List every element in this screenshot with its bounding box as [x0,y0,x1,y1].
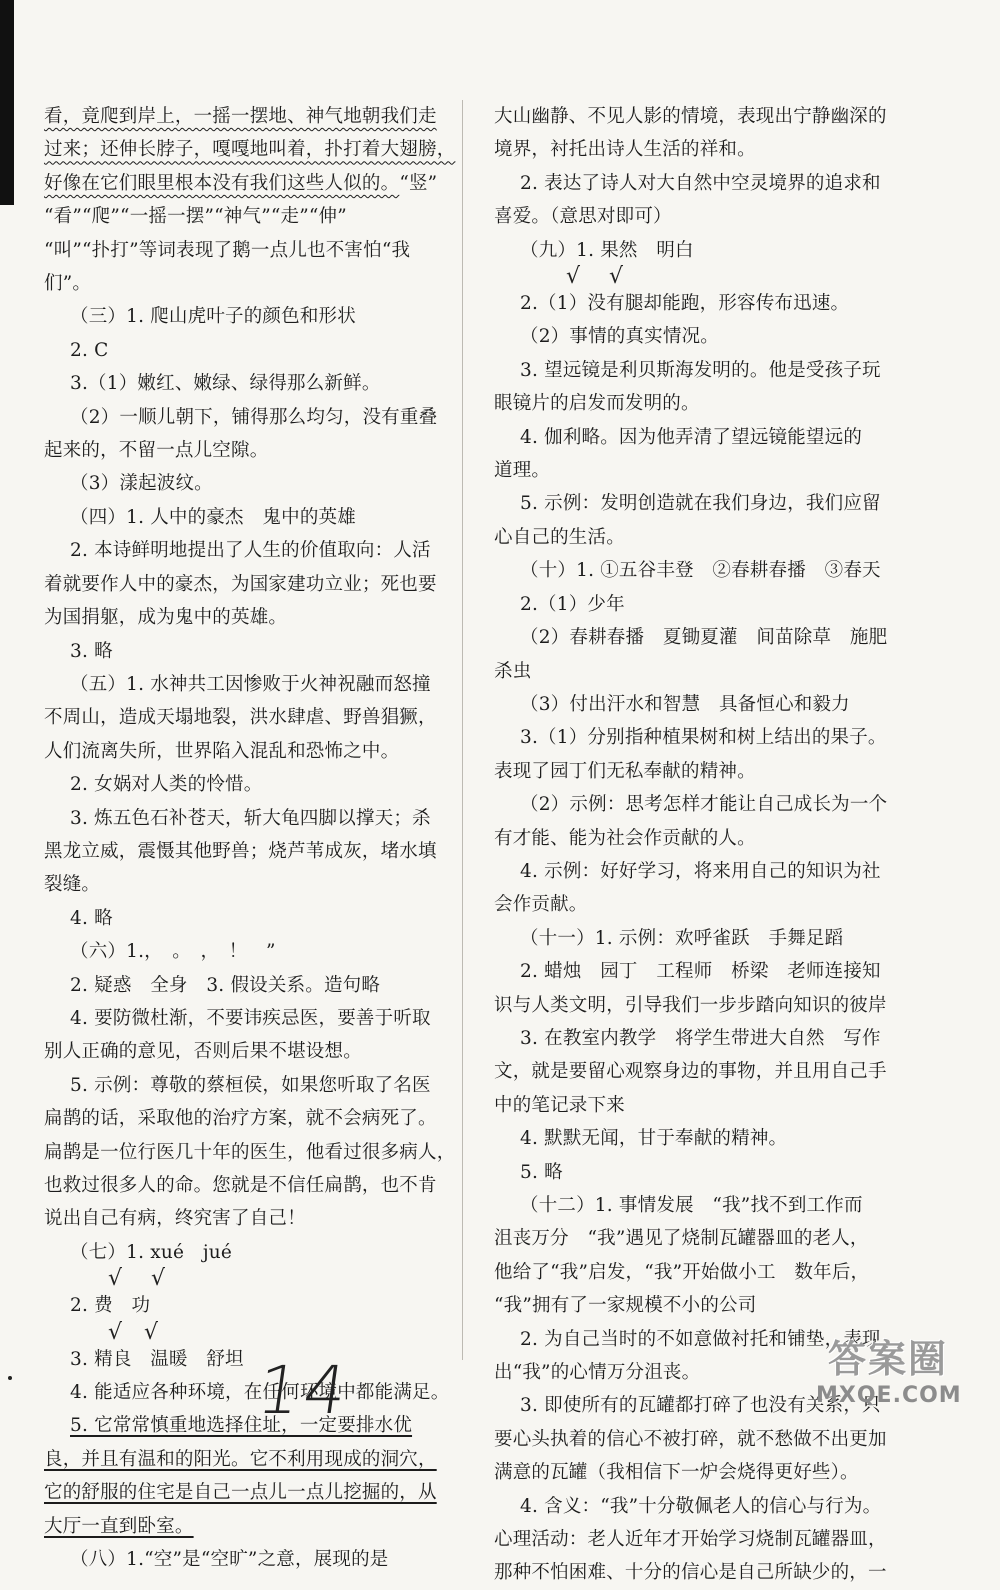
section-5-heading: （五）1. 水神共工因惨败于火神祝融而怒撞 [70,673,431,695]
answer-line: 扁鹊的话，采取他的治疗方案，就不会病死了。 [44,1108,437,1130]
answer-line: 3. 略 [70,640,113,662]
answer-line: 识与人类文明，引导我们一步步踏向知识的彼岸 [494,994,887,1016]
answer-line: 看，竟爬到岸上，一摇一摆地、神气地朝我们走 [44,106,437,127]
answer-line: 们”。 [44,273,92,295]
answer-line: 5. 它常常慎重地选择住址，一定要排水优 [70,1415,413,1437]
answer-line: 2. 表达了诗人对大自然中空灵境界的追求和 [520,172,881,194]
watermark-logo [816,1336,986,1420]
answer-line: 4. 伽利略。因为他弄清了望远镜能望远的 [520,426,863,448]
section-7-heading: （七）1. xué jué [70,1241,233,1263]
answer-line: 人们流离失所，世界陷入混乱和恐怖之中。 [44,740,400,762]
answer-line: 扁鹊是一位行医几十年的医生，他看过很多病人， [44,1141,456,1163]
answer-line: 5. 示例：发明创造就在我们身边，我们应留 [520,493,881,515]
answer-line: 那种不怕困难、十分的信心是自己所缺少的，一 [494,1562,887,1584]
answer-line: 要心头执着的信心不被打碎，就不愁做不出更加 [494,1428,887,1450]
answer-line: 文，就是要留心观察身边的事物，并且用自己手 [494,1061,887,1083]
answer-line: 3. 在教室内教学 将学生带进大自然 写作 [520,1027,881,1049]
answer-line: 2. 为自己当时的不如意做衬托和铺垫，表现 [520,1328,881,1350]
answer-line: 4. 要防微杜渐，不要讳疾忌医，要善于听取 [70,1007,431,1029]
answer-line: 喜爱。（意思对即可） [494,206,672,228]
answer-line: 满意的瓦罐（我相信下一炉会烧得更好些）。 [494,1462,859,1484]
answer-line: 境界，衬托出诗人生活的祥和。 [494,139,756,161]
answer-line: 杀虫 [494,660,532,682]
answer-line: 会作贡献。 [494,894,588,916]
answer-line: 别人正确的意见，否则后果不堪设想。 [44,1041,362,1063]
watermark-title: 答案圈 [828,1337,949,1381]
watermark-url: MXQE.COM [816,1383,962,1408]
binding-edge [0,0,14,205]
answer-line: 大山幽静、不见人影的情境，表现出宁静幽深的 [494,106,887,127]
answer-line: 裂缝。 [44,874,101,896]
answer-line: （3）漾起波纹。 [70,473,213,495]
answer-line: 4. 能适应各种环境，在任何环境中都能满足。 [70,1382,450,1404]
answer-line: 道理。 [494,460,551,482]
answer-line: 3.（1）分别指种植果树和树上结出的果子。 [520,727,887,749]
answer-line: 表现了园丁们无私奉献的精神。 [494,760,756,782]
answer-line: “叫”“扑打”等词表现了鹅一点儿也不害怕“我 [44,239,411,261]
answer-line: （2）春耕春播 夏锄夏灌 间苗除草 施肥 [520,627,888,649]
section-4-heading: （四）1. 人中的豪杰 鬼中的英雄 [70,506,356,528]
answer-line: 心自己的生活。 [494,526,625,548]
answer-line: 说出自己有病，终究害了自己！ [44,1208,306,1230]
answer-line: 不周山，造成天塌地裂，洪水肆虐、野兽猖獗， [44,707,437,729]
answer-line: （2）事情的真实情况。 [520,326,719,348]
section-9-heading: （九）1. 果然 明白 [520,239,694,261]
answer-line: “看”“爬”“一摇一摆”“神气”“走”“伸” [44,206,347,228]
answer-line: 3. 精良 温暖 舒坦 [70,1348,244,1370]
answer-line: 良，并且有温和的阳光。它不利用现成的洞穴， [44,1448,437,1470]
answer-line: 2.（1）少年 [520,593,625,615]
answer-line: 2. 女娲对人类的怜惜。 [70,774,263,796]
answer-line: 3. 望远镜是利贝斯海发明的。他是受孩子玩 [520,359,881,381]
answer-line: 2. 本诗鲜明地提出了人生的价值取向：人活 [70,540,431,562]
answer-line: 有才能、能为社会作贡献的人。 [494,827,756,849]
answer-line: （3）付出汗水和智慧 具备恒心和毅力 [520,693,850,715]
answer-line: 好像在它们眼里根本没有我们这些人似的。 [44,172,400,194]
section-11-heading: （十一）1. 示例：欢呼雀跃 手舞足蹈 [520,927,844,949]
answer-line: 沮丧万分 “我”遇见了烧制瓦罐器皿的老人， [494,1228,869,1250]
answer-line: 2. 疑惑 全身 3. 假设关系。造句略 [70,974,381,996]
check-marks: √ √ [566,264,624,290]
answer-line: 它的舒服的住宅是自己一点儿一点儿挖掘的，从 [44,1482,437,1504]
answer-line: “竖” [399,172,438,194]
answer-line: 眼镜片的启发而发明的。 [494,393,700,415]
answer-line: 心理活动：老人近年才开始学习烧制瓦罐器皿， [494,1529,887,1551]
answer-line: 起来的，不留一点儿空隙。 [44,440,269,462]
handwritten-page-number: 14 [252,1352,356,1429]
answer-line: 3. 炼五色石补苍天，斩大龟四脚以撑天；杀 [70,807,431,829]
answer-line: 4. 含义：“我”十分敬佩老人的信心与行为。 [520,1495,882,1517]
answer-line: 2.（1）没有腿却能跑，形容传布迅速。 [520,293,850,315]
check-marks: √ √ [108,1319,159,1345]
answer-line: 4. 默默无闻，甘于奉献的精神。 [520,1128,788,1150]
answer-line: 他给了“我”启发，“我”开始做小工 数年后， [494,1261,870,1283]
answer-line: 黑龙立威，震慑其他野兽；烧芦苇成灰，堵水填 [44,840,437,862]
answer-line: 2. C [70,339,109,361]
left-column [44,100,474,1576]
section-8-heading: （八）1.“空”是“空旷”之意，展现的是 [70,1549,389,1571]
answer-line: （2）一顺儿朝下，铺得那么均匀，没有重叠 [70,406,438,428]
column-divider [462,100,463,1360]
answer-line: 中的笔记录下来 [494,1094,625,1116]
check-marks: √ √ [108,1266,166,1292]
answer-line: 为国捐躯，成为鬼中的英雄。 [44,607,288,629]
answer-line: “我”拥有了一家规模不小的公司 [494,1295,757,1317]
answer-line: 出“我”的心情万分沮丧。 [494,1362,701,1384]
answer-line: 4. 示例：好好学习，将来用自己的知识为社 [520,860,881,882]
answer-line: 着就要作人中的豪杰，为国家建功立业；死也要 [44,573,437,595]
answer-line: 也救过很多人的命。您就是不信任扁鹊，也不肯 [44,1175,437,1196]
answer-line: 2. 蜡烛 园丁 工程师 桥梁 老师连接知 [520,961,881,983]
section-10-heading: （十）1. ①五谷丰登 ②春耕春播 ③春天 [520,560,881,582]
answer-line: 3.（1）嫩红、嫩绿、绿得那么新鲜。 [70,373,381,395]
margin-dot [8,1376,12,1380]
answer-line: 2. 费 功 [70,1295,151,1317]
answer-line: （2）示例：思考怎样才能让自己成长为一个 [520,794,888,816]
answer-line: 5. 示例：尊敬的蔡桓侯，如果您听取了名医 [70,1074,431,1096]
answer-line: 3. 即使所有的瓦罐都打碎了也没有关系，只 [520,1395,881,1417]
section-3-heading: （三）1. 爬山虎叶子的颜色和形状 [70,306,356,328]
answer-line: 大厅一直到卧室。 [44,1515,194,1537]
answer-line: 4. 略 [70,907,113,929]
section-12-heading: （十二）1. 事情发展 “我”找不到工作而 [520,1195,863,1216]
section-6-heading: （六）1.， 。 ， ！ ” [70,941,276,963]
answer-line: 5. 略 [520,1161,563,1183]
answer-line: 过来；还伸长脖子，嘎嘎地叫着，扑打着大翅膀， [44,139,456,161]
